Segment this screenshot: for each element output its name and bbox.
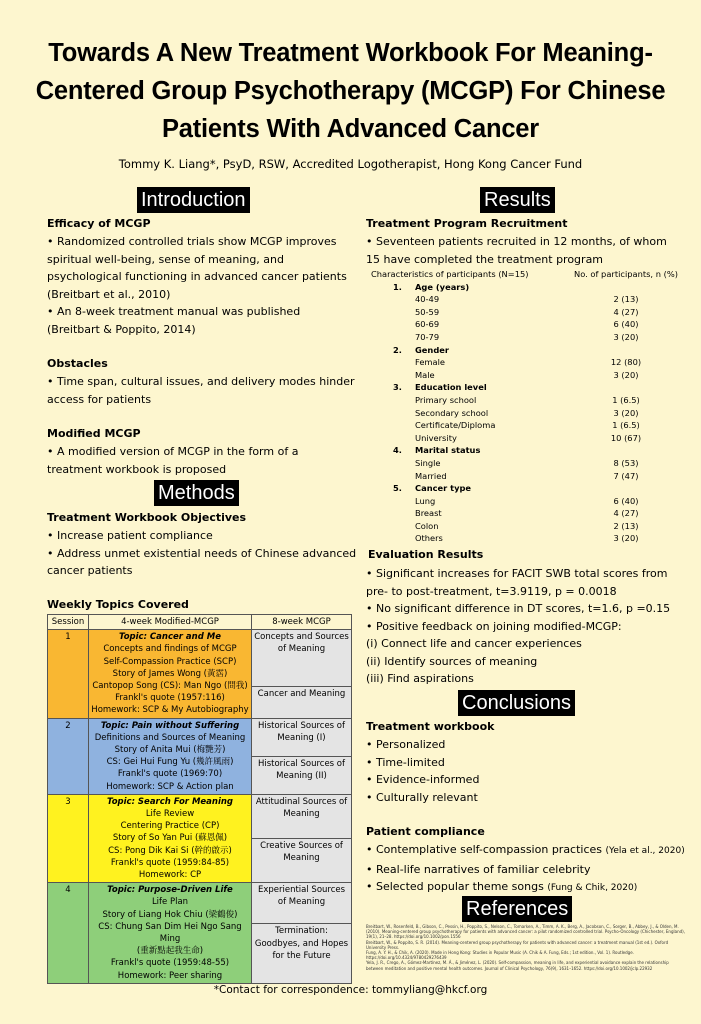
text-line: spiritual well-being, sense of meaning, and [47, 252, 284, 266]
characteristic-count: 4 (27) [613, 508, 639, 519]
compliance-item: • Real-life narratives of familiar celebrity [366, 862, 591, 876]
text-line: • Positive feedback on joining modified-MCGP: [366, 619, 622, 633]
group-name: Gender [415, 344, 450, 355]
session-line: (重新點起我生命) [136, 946, 204, 957]
session-topic: Topic: Cancer and Me [119, 632, 221, 643]
participants-row [371, 318, 691, 331]
participants-row [371, 495, 691, 508]
participants-row [371, 306, 691, 319]
objectives-text [47, 527, 356, 580]
text-line: • Culturally relevant [366, 790, 478, 804]
session-modified-content [89, 718, 252, 794]
characteristic-label: Married [415, 470, 447, 481]
session-line: CS: Chung San Dim Hei Ngo Sang Ming [98, 921, 242, 945]
characteristic-label: 60-69 [415, 319, 440, 330]
section-banner-introduction: Introduction [137, 187, 250, 213]
session-modified-content [89, 794, 252, 882]
treatment-workbook-text [366, 736, 479, 806]
characteristic-count: 12 (80) [610, 357, 642, 368]
session-line: Definitions and Sources of Meaning [94, 732, 246, 743]
session-line: Life Review [145, 809, 195, 820]
session-line: Story of So Yan Pui (蘇恩佩) [112, 833, 228, 844]
session-modified-content [89, 883, 252, 984]
participants-group-row [371, 381, 691, 394]
text-line: • No significant difference in DT scores, t=1.6, p =0.15 [366, 602, 671, 615]
participants-row [371, 369, 691, 382]
patient-compliance-text [366, 841, 685, 898]
characteristic-label: Primary school [415, 394, 477, 405]
text-line: • An 8-week treatment manual was published [47, 305, 301, 318]
session-number: 3 [48, 794, 89, 882]
participants-row [371, 356, 691, 369]
text-line: • Randomized controlled trials show MCGP improves [47, 235, 337, 248]
text-line: • Significant increases for FACIT SWB total scores from [366, 567, 668, 580]
characteristic-count: 6 (40) [613, 495, 639, 506]
text-line: (iii) Find aspirations [366, 672, 474, 685]
reference-item: Breitbart, W., & Poppito, S. R. (2014). Meaning-centered group psychotherapy for patients with advanced cancer: a treatment manual (1st ed.). Oxford University Press. [366, 939, 669, 950]
characteristic-count: 8 (53) [613, 457, 639, 468]
text-line: access for patients [47, 392, 152, 406]
section-banner-results: Results [480, 187, 555, 213]
text-line: • Evidence-informed [366, 773, 480, 786]
text-line: treatment workbook is proposed [47, 462, 227, 476]
characteristic-count: 3 (20) [613, 369, 639, 380]
eight-week-topic: Termination: Goodbyes, and Hopes for the Future [252, 924, 352, 983]
efficacy-heading: Efficacy of MCGP [47, 217, 151, 230]
obstacles-text [47, 373, 355, 408]
characteristic-label: University [415, 432, 457, 443]
reference-list [366, 924, 686, 971]
group-name: Cancer type [415, 483, 472, 494]
recruitment-text [366, 233, 667, 268]
column-header: 4-week Modified-MCGP [89, 615, 252, 630]
participants-row [371, 457, 691, 470]
participants-row [371, 507, 691, 520]
characteristic-count: 2 (13) [613, 294, 639, 305]
modified-mcgp-heading: Modified MCGP [47, 427, 141, 440]
weekly-topics-heading: Weekly Topics Covered [47, 598, 189, 611]
group-number: 4. [393, 445, 402, 456]
session-topic: Topic: Pain without Suffering [100, 720, 240, 731]
participants-group-row [371, 482, 691, 495]
characteristic-count: 1 (6.5) [612, 394, 640, 405]
patient-compliance-heading: Patient compliance [366, 825, 485, 838]
session-line: Frankl's quote (1969:70) [117, 769, 223, 780]
characteristic-count: 4 (27) [613, 306, 639, 317]
text-line: • A modified version of MCGP in the form of a [47, 445, 299, 458]
obstacles-heading: Obstacles [47, 357, 108, 370]
participants-header-characteristics: Characteristics of participants (N=15) [371, 269, 529, 279]
characteristic-label: 70-79 [415, 331, 440, 342]
text-line: (Breitbart et al., 2010) [47, 287, 171, 301]
participants-row [371, 293, 691, 306]
session-line: Frankl's quote (1959:48-55) [110, 958, 230, 969]
text-line: • Seventeen patients recruited in 12 months, of whom [366, 235, 667, 248]
session-line: Story of Liang Hok Chiu (梁鶴俊) [102, 909, 238, 920]
session-line: Self-Compassion Practice (SCP) [103, 656, 237, 667]
group-name: Marital status [415, 445, 481, 456]
compliance-item: • Selected popular theme songs [366, 880, 548, 893]
participants-row [371, 407, 691, 420]
session-line: CS: Pong Dik Kai Si (幹的啟示) [108, 845, 232, 856]
session-number: 4 [48, 883, 89, 984]
characteristic-label: Certificate/Diploma [415, 420, 496, 431]
participants-group-row [371, 344, 691, 357]
eight-week-topic: Attitudinal Sources of Meaning [252, 794, 352, 838]
contact-line: *Contact for correspondence: tommyliang@hkcf.org [213, 984, 488, 996]
participants-header-count: No. of participants, n (%) [574, 269, 678, 279]
text-line: pre- to post-treatment, t=3.9119, p = 0.0018 [366, 584, 617, 598]
section-banner-methods: Methods [154, 480, 239, 506]
characteristic-label: Breast [415, 508, 442, 519]
text-line: (i) Connect life and cancer experiences [366, 637, 582, 650]
participants-row [371, 432, 691, 445]
column-header: Session [48, 615, 89, 630]
text-line: 15 have completed the treatment program [366, 252, 604, 266]
session-topic: Topic: Search For Meaning [107, 796, 233, 807]
characteristic-label: Lung [415, 495, 436, 506]
group-number: 1. [393, 281, 402, 292]
characteristic-label: 50-59 [415, 306, 440, 317]
characteristic-label: 40-49 [415, 294, 440, 305]
text-line: • Time span, cultural issues, and delivery modes hinder [47, 375, 355, 388]
reference-item: Yela, J. R., Crego, A., Gómez-Martínez, M. Á., & Jiménez, L. (2020). Self-compassion, meaning in life, and experiential avoidance explain the relationship between meditation and positive mental health outcomes. Journal of Clinical Psychology, 76(9), 1631–1652. https://doi.org/10.1002/jclp.22932 [366, 960, 669, 971]
participants-row [371, 520, 691, 533]
column-header: 8-week MCGP [252, 615, 352, 630]
session-number: 1 [48, 630, 89, 718]
eight-week-topic: Historical Sources of Meaning (II) [252, 756, 352, 794]
participants-row [371, 394, 691, 407]
characteristic-count: 10 (67) [610, 432, 642, 443]
characteristic-label: Single [415, 457, 441, 468]
text-line: • Address unmet existential needs of Chinese advanced [47, 546, 357, 560]
participants-group-row [371, 444, 691, 457]
session-row [48, 718, 352, 756]
poster-title: Towards A New Treatment Workbook For Meaning-Centered Group Psychotherapy (MCGP) For Chinese Patients With Advanced Cancer [35, 39, 666, 143]
evaluation-heading: Evaluation Results [368, 548, 484, 561]
efficacy-text [47, 233, 347, 338]
participants-row [371, 470, 691, 483]
text-line: • Personalized [366, 738, 446, 751]
characteristic-label: Male [415, 369, 435, 380]
participants-group-row [371, 281, 691, 294]
session-line: Homework: Peer sharing [117, 970, 223, 981]
characteristic-count: 3 (20) [613, 533, 639, 544]
group-number: 2. [393, 344, 402, 355]
characteristic-count: 1 (6.5) [612, 420, 640, 431]
group-name: Age (years) [415, 281, 470, 292]
characteristic-label: Secondary school [415, 407, 489, 418]
citation: (Yela et al., 2020) [605, 846, 685, 856]
reference-item: Fung, A. Y. H., & Chik, A. (2020). Made in Hong Kong: Studies in Popular Music (A. Chik & A. Fung, Eds.; 1st edition., Vol. 1). Routledge. https://doi.org/10.4324/9780429276439 [366, 950, 634, 961]
text-line: psychological functioning in advanced cancer patients [47, 270, 347, 283]
weekly-topics-table [47, 614, 352, 984]
session-row [48, 883, 352, 924]
characteristic-count: 2 (13) [613, 520, 639, 531]
participants-row [371, 419, 691, 432]
participants-row [371, 331, 691, 344]
eight-week-topic: Cancer and Meaning [252, 687, 352, 719]
characteristic-label: Others [415, 533, 443, 544]
section-banner-conclusions: Conclusions [458, 690, 575, 716]
compliance-item: • Contemplative self-compassion practices [366, 843, 606, 856]
group-name: Education level [415, 382, 487, 393]
characteristic-label: Female [415, 357, 445, 368]
evaluation-text [366, 565, 670, 688]
characteristic-count: 3 (20) [613, 331, 639, 342]
session-line: Story of Anita Mui (梅艷芳) [114, 745, 226, 756]
session-topic: Topic: Purpose-Driven Life [107, 885, 233, 896]
characteristic-label: Colon [415, 520, 439, 531]
characteristic-count: 6 (40) [613, 319, 639, 330]
session-line: Frankl's quote (1959:84-85) [110, 857, 230, 868]
session-line: Cantopop Song (CS): Man Ngo (問我) [92, 681, 248, 692]
text-line: • Time-limited [366, 755, 445, 769]
characteristic-count: 7 (47) [613, 470, 639, 481]
eight-week-topic: Experiential Sources of Meaning [252, 883, 352, 924]
participants-table [371, 268, 691, 545]
section-banner-references: References [462, 896, 572, 922]
citation: (Fung & Chik, 2020) [547, 883, 638, 893]
group-number: 5. [393, 483, 402, 494]
session-line: Centering Practice (CP) [120, 821, 220, 832]
text-line: (Breitbart & Poppito, 2014) [47, 322, 196, 336]
session-line: Life Plan [151, 897, 189, 908]
session-row [48, 630, 352, 687]
objectives-heading: Treatment Workbook Objectives [47, 511, 247, 524]
text-line: (ii) Identify sources of meaning [366, 654, 538, 668]
modified-mcgp-text [47, 443, 298, 478]
session-line: CS: Gei Hui Fung Yu (幾許風雨) [106, 757, 234, 768]
session-line: Homework: CP [138, 870, 202, 881]
eight-week-topic: Concepts and Sources of Meaning [252, 630, 352, 687]
participants-row [371, 532, 691, 545]
treatment-workbook-heading: Treatment workbook [366, 720, 495, 733]
session-modified-content [89, 630, 252, 718]
session-line: Story of James Wong (黃霑) [112, 668, 228, 679]
eight-week-topic: Creative Sources of Meaning [252, 839, 352, 883]
recruitment-heading: Treatment Program Recruitment [366, 217, 568, 230]
text-line: cancer patients [47, 564, 133, 577]
group-number: 3. [393, 382, 402, 393]
author-line: Tommy K. Liang*, PsyD, RSW, Accredited Logotherapist, Hong Kong Cancer Fund [118, 157, 583, 171]
text-line: • Increase patient compliance [47, 529, 213, 542]
characteristic-count: 3 (20) [613, 407, 639, 418]
eight-week-topic: Historical Sources of Meaning (I) [252, 718, 352, 756]
reference-item: Breitbart, W., Rosenfeld, B., Gibson, C., Pessin, H., Poppito, S., Nelson, C., Tomarken, A., Timm, A. K., Berg, A., Jacobson, C., Sorger, B., Abbey, J., & Olden, M. (2010). Meaning-centered group psychotherapy for patients with advanced cancer: a pilot randomized controlled trial. Psycho-Oncology (Chichester, England), 19(1), 21–28. https://doi.org/10.1002/pon.1556 [366, 924, 685, 940]
session-line: Homework: SCP & Action plan [106, 781, 234, 792]
session-line: Concepts and findings of MCGP [103, 644, 237, 655]
session-number: 2 [48, 718, 89, 794]
session-row [48, 794, 352, 838]
session-line: Frankl's quote (1957:116) [115, 693, 225, 704]
session-line: Homework: SCP & My Autobiography [91, 705, 249, 716]
